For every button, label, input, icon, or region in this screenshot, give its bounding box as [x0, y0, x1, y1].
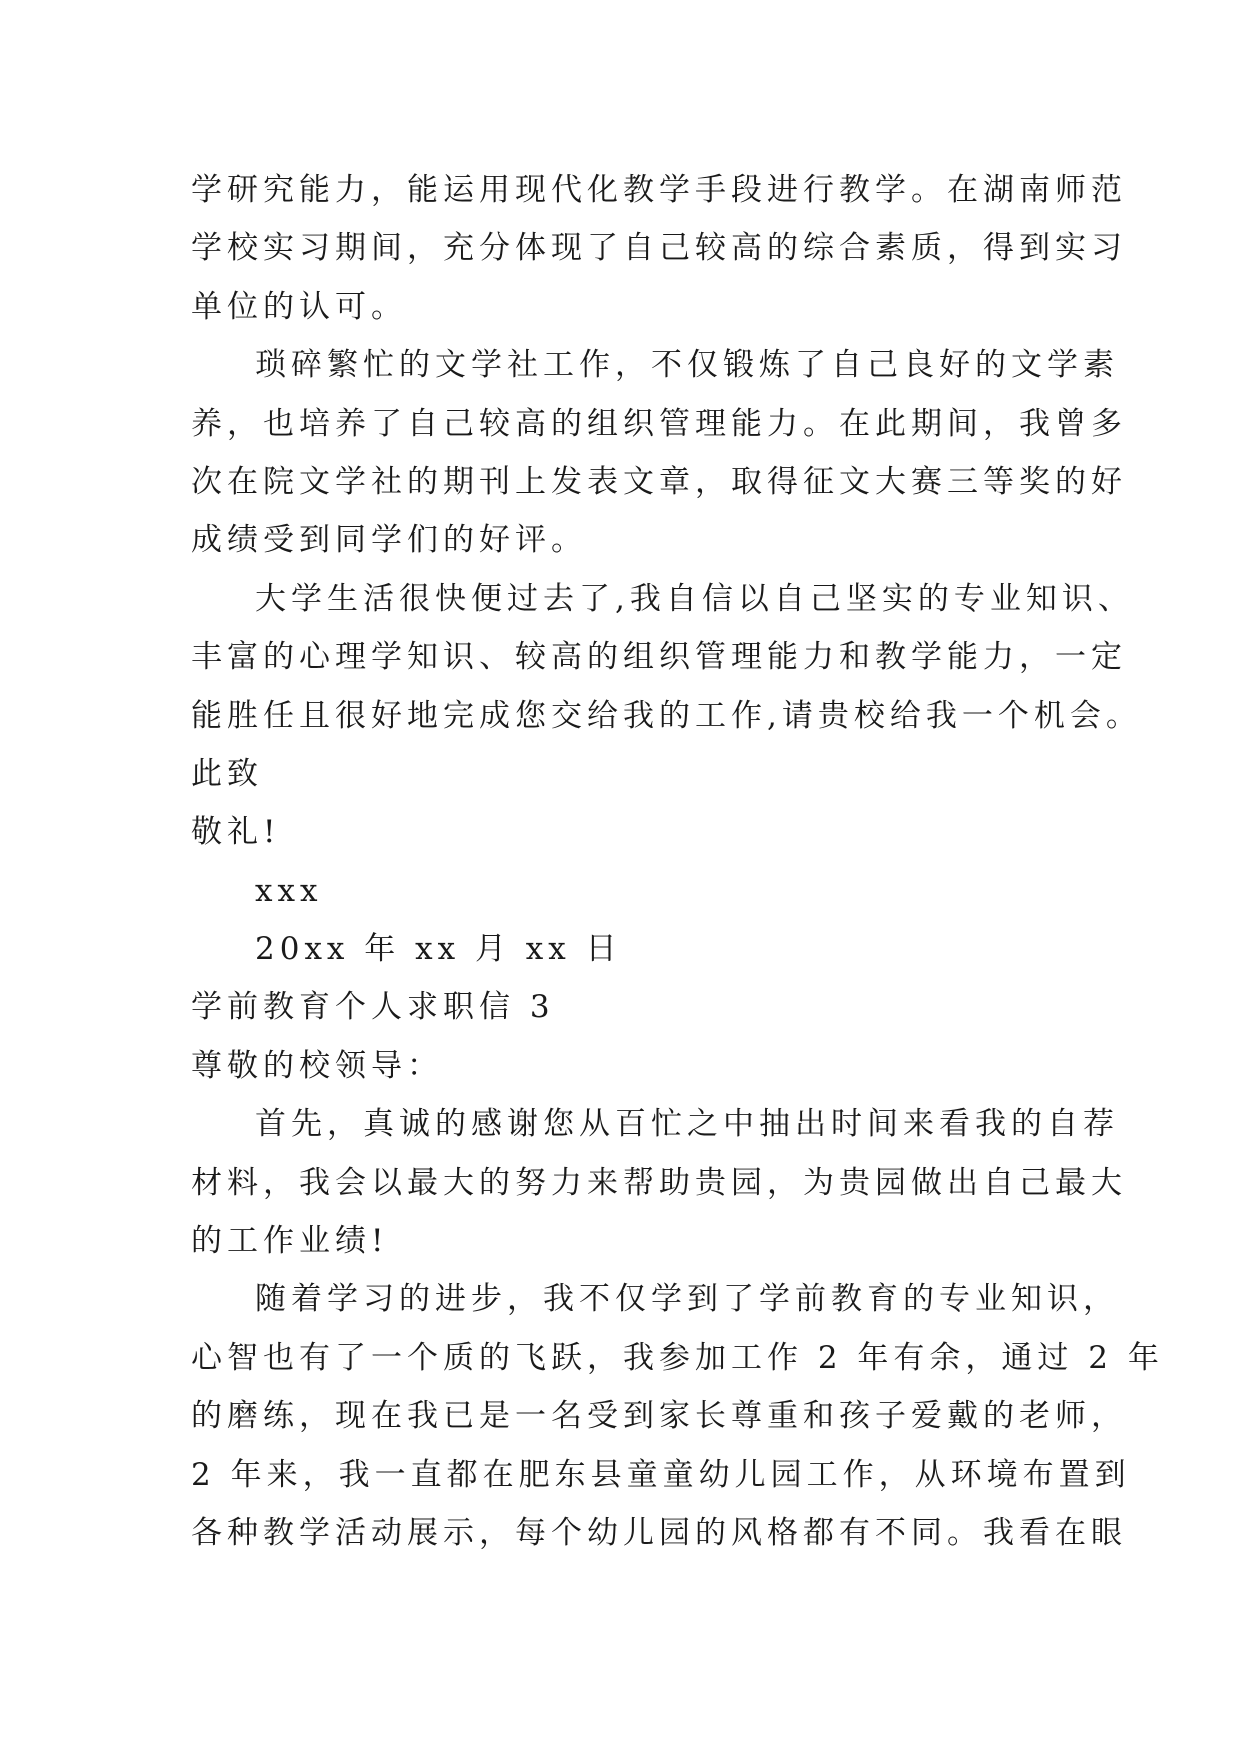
- greeting: 尊敬的校领导：: [191, 1047, 443, 1084]
- text-line: 次在院文学社的期刊上发表文章，取得征文大赛三等奖的好: [191, 463, 1127, 500]
- closing-regards: 敬礼!: [191, 814, 281, 851]
- text-line: 学研究能力，能运用现代化教学手段进行教学。在湖南师范: [191, 172, 1127, 208]
- text-line: 能胜任且很好地完成您交给我的工作,请贵校给我一个机会。: [191, 697, 1142, 734]
- paragraph-start-line: 琐碎繁忙的文学社工作，不仅锻炼了自己良好的文学素: [255, 347, 1119, 384]
- paragraph-start-line: 随着学习的进步，我不仅学到了学前教育的专业知识，: [255, 1281, 1119, 1318]
- text-line: 的工作业绩!: [191, 1223, 389, 1260]
- text-line: 各种教学活动展示，每个幼儿园的风格都有不同。我看在眼: [191, 1514, 1127, 1551]
- text-line: 成绩受到同学们的好评。: [191, 522, 587, 559]
- text-line: 丰富的心理学知识、较高的组织管理能力和教学能力，一定: [191, 639, 1127, 676]
- text-line: 养，也培养了自己较高的组织管理能力。在此期间，我曾多: [191, 405, 1127, 442]
- text-line: 2 年来，我一直都在肥东县童童幼儿园工作，从环境布置到: [191, 1456, 1131, 1493]
- document-body: [191, 161, 1164, 1562]
- text-line: 材料，我会以最大的努力来帮助贵园，为贵园做出自己最大: [191, 1164, 1127, 1201]
- text-line: 学校实习期间，充分体现了自己较高的综合素质，得到实习: [191, 230, 1127, 267]
- signature-date: 20xx 年 xx 月 xx 日: [255, 931, 622, 968]
- text-line: 心智也有了一个质的飞跃，我参加工作 2 年有余，通过 2 年: [191, 1339, 1164, 1376]
- text-line: 单位的认可。: [191, 288, 407, 325]
- paragraph-start-line: 首先，真诚的感谢您从百忙之中抽出时间来看我的自荐: [255, 1106, 1119, 1143]
- closing-salutation: 此致: [191, 755, 263, 792]
- signature-name: xxx: [255, 872, 323, 909]
- text-line: 的磨练，现在我已是一名受到家长尊重和孩子爱戴的老师，: [191, 1398, 1127, 1435]
- section-title: 学前教育个人求职信 3: [191, 989, 555, 1026]
- paragraph-start-line: 大学生活很快便过去了,我自信以自己坚实的专业知识、: [255, 580, 1134, 617]
